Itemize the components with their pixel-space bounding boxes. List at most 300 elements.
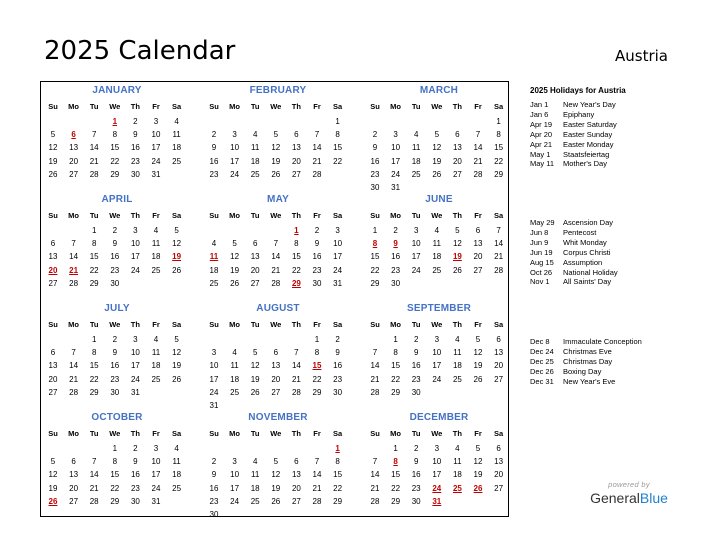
calendar-date: 27 xyxy=(48,278,58,288)
calendar-date: 4 xyxy=(153,335,159,344)
calendar-date: 4 xyxy=(252,130,258,140)
weekday-header: We xyxy=(431,102,443,111)
calendar-date: 23 xyxy=(209,169,219,179)
calendar-date: 6 xyxy=(475,226,481,235)
calendar-date: 18 xyxy=(209,265,219,275)
calendar-date: 10 xyxy=(209,361,219,371)
calendar-date: 30 xyxy=(209,510,219,519)
weekday-header: Sa xyxy=(333,211,343,220)
weekday-header: Th xyxy=(291,102,301,111)
calendar-date: 10 xyxy=(151,457,161,467)
calendar-date: 23 xyxy=(411,483,421,493)
calendar-date: 19 xyxy=(172,361,182,371)
calendar-date: 18 xyxy=(411,156,421,166)
calendar-date: 12 xyxy=(271,470,281,480)
calendar-date: 12 xyxy=(48,143,58,153)
calendar-date: 28 xyxy=(370,496,380,506)
calendar-date: 3 xyxy=(211,348,217,358)
calendar-date: 19 xyxy=(271,483,281,493)
weekday-header: Mo xyxy=(390,211,402,220)
holiday-name-label: Easter Saturday xyxy=(563,119,617,129)
holiday-date-label: Dec 8 xyxy=(530,337,550,346)
calendar-date: 21 xyxy=(312,156,322,166)
calendar-date: 27 xyxy=(452,169,462,179)
holiday-date-label: Jun 8 xyxy=(530,227,549,237)
weekday-header: Th xyxy=(452,429,462,438)
calendar-date: 30 xyxy=(370,183,380,192)
weekday-header: Sa xyxy=(172,429,182,438)
calendar-date: 13 xyxy=(494,348,504,358)
calendar-date: 17 xyxy=(333,252,343,262)
calendar-date: 3 xyxy=(232,457,237,467)
calendar-date: 16 xyxy=(209,483,219,493)
weekday-header: Fr xyxy=(313,102,321,111)
calendar-date: 21 xyxy=(473,156,483,166)
calendar-date: 8 xyxy=(112,457,118,467)
holiday-name-label: New Year's Day xyxy=(563,100,616,109)
calendar-date: 26 xyxy=(271,169,281,179)
weekday-header: Mo xyxy=(68,102,80,111)
calendar-date: 20 xyxy=(452,156,462,166)
calendar-date: 20 xyxy=(291,156,301,166)
weekday-header: Su xyxy=(209,102,219,111)
weekday-header: Fr xyxy=(152,429,160,438)
weekday-header: Fr xyxy=(313,211,321,220)
calendar-date: 14 xyxy=(312,143,322,153)
calendar-date: 24 xyxy=(411,265,421,275)
holiday-date: 6 xyxy=(71,130,76,140)
calendar-date: 18 xyxy=(452,361,462,371)
calendar-date: 29 xyxy=(333,496,343,506)
weekday-header: Th xyxy=(452,211,462,220)
calendar-date: 1 xyxy=(393,335,398,344)
holidays-title: 2025 Holidays for Austria xyxy=(530,86,626,95)
holiday-date-label: May 1 xyxy=(530,149,551,159)
calendar-date: 2 xyxy=(133,117,138,126)
weekday-header: Tu xyxy=(89,429,99,438)
calendar-date: 5 xyxy=(273,457,279,467)
calendar-date: 9 xyxy=(372,143,378,153)
calendar-date: 26 xyxy=(172,374,182,384)
calendar-date: 17 xyxy=(230,156,240,166)
calendar-date: 18 xyxy=(250,156,260,166)
calendar-date: 17 xyxy=(151,143,161,153)
holiday-date: 24 xyxy=(432,483,442,493)
weekday-header: Su xyxy=(48,320,58,329)
holiday-name-label: Assumption xyxy=(563,257,603,267)
calendar-date: 8 xyxy=(112,130,118,140)
calendar-date: 17 xyxy=(209,374,219,384)
calendar-date: 30 xyxy=(411,387,421,397)
calendar-date: 2 xyxy=(211,130,217,140)
calendar-date: 26 xyxy=(250,387,260,397)
calendar-date: 3 xyxy=(232,130,237,140)
calendar-date: 7 xyxy=(71,239,76,249)
calendar-date: 13 xyxy=(452,143,462,153)
powered-by-text: powered by xyxy=(608,480,650,489)
calendar-date: 18 xyxy=(172,143,182,153)
calendar-date: 23 xyxy=(411,374,421,384)
weekday-header: We xyxy=(109,429,121,438)
calendar-date: 16 xyxy=(110,252,120,262)
calendar-date: 2 xyxy=(393,226,398,235)
calendar-date: 1 xyxy=(335,117,340,126)
calendar-date: 9 xyxy=(413,348,419,358)
holiday-date-label: Jan 1 xyxy=(530,100,549,109)
calendar-date: 13 xyxy=(48,361,58,371)
calendar-date: 12 xyxy=(48,470,58,480)
calendar-date: 28 xyxy=(370,387,380,397)
weekday-header: Th xyxy=(452,102,462,111)
weekday-header: Th xyxy=(452,320,462,329)
calendar-date: 8 xyxy=(294,239,299,249)
calendar-date: 10 xyxy=(230,470,240,480)
weekday-header: Tu xyxy=(411,320,421,329)
calendar-date: 13 xyxy=(473,239,483,249)
calendar-date: 12 xyxy=(250,361,260,371)
calendar-date: 18 xyxy=(151,252,161,262)
calendar-date: 25 xyxy=(230,387,240,397)
weekday-header: Tu xyxy=(411,102,421,111)
calendar-date: 24 xyxy=(333,265,343,275)
calendar-date: 7 xyxy=(314,457,320,467)
calendar-date: 7 xyxy=(91,130,97,140)
calendar-date: 4 xyxy=(455,444,460,453)
calendar-date: 8 xyxy=(314,348,320,358)
calendar-date: 7 xyxy=(273,239,279,249)
weekday-header: Tu xyxy=(250,429,260,438)
calendar-date: 3 xyxy=(133,226,138,235)
calendar-date: 22 xyxy=(110,156,120,166)
weekday-header: Sa xyxy=(333,429,343,438)
weekday-header: Fr xyxy=(313,320,321,329)
calendar-date: 1 xyxy=(91,335,97,344)
brand-blue: Blue xyxy=(639,490,668,506)
weekday-header: We xyxy=(270,211,282,220)
weekday-header: We xyxy=(431,429,443,438)
calendar-date: 20 xyxy=(271,374,281,384)
calendar-date: 27 xyxy=(291,496,301,506)
calendar-grid xyxy=(40,81,509,517)
weekday-header: Mo xyxy=(229,102,241,111)
calendar-date: 22 xyxy=(291,265,301,275)
calendar-date: 24 xyxy=(130,374,140,384)
calendar-date: 19 xyxy=(473,361,483,371)
weekday-header: Th xyxy=(130,429,140,438)
calendar-date: 29 xyxy=(391,387,401,397)
holiday-name-label: Mother's Day xyxy=(563,159,607,169)
holiday-name-label: Corpus Christi xyxy=(563,247,611,257)
calendar-date: 31 xyxy=(151,169,161,179)
holiday-date: 9 xyxy=(393,239,398,249)
calendar-date: 21 xyxy=(89,483,99,493)
calendar-date: 5 xyxy=(475,335,481,344)
weekday-header: Tu xyxy=(89,211,99,220)
calendar-date: 28 xyxy=(89,496,99,506)
calendar-date: 3 xyxy=(153,444,159,453)
weekday-header: We xyxy=(270,320,282,329)
month-name: SEPTEMBER xyxy=(406,303,472,314)
calendar-date: 30 xyxy=(110,387,120,397)
month-name: MAY xyxy=(267,194,289,205)
holiday-date-label: Dec 25 xyxy=(530,356,554,366)
calendar-date: 13 xyxy=(291,470,301,480)
calendar-date: 22 xyxy=(110,483,120,493)
calendar-date: 30 xyxy=(411,496,421,506)
calendar-date: 17 xyxy=(230,483,240,493)
calendar-date: 11 xyxy=(453,348,462,358)
calendar-date: 4 xyxy=(413,130,419,140)
weekday-header: Mo xyxy=(390,102,402,111)
calendar-date: 7 xyxy=(372,348,378,358)
calendar-date: 10 xyxy=(230,143,240,153)
calendar-date: 28 xyxy=(312,169,322,179)
calendar-date: 15 xyxy=(370,252,380,262)
calendar-date: 28 xyxy=(69,387,79,397)
calendar-date: 24 xyxy=(432,374,442,384)
calendar-date: 23 xyxy=(130,483,140,493)
holiday-date: 20 xyxy=(48,265,58,275)
calendar-date: 10 xyxy=(411,239,421,249)
calendar-date: 4 xyxy=(434,226,440,235)
calendar-date: 7 xyxy=(294,348,299,358)
calendar-date: 14 xyxy=(494,239,504,249)
calendar-date: 7 xyxy=(372,457,378,467)
calendar-date: 27 xyxy=(48,387,58,397)
holiday-name-label: New Year's Eve xyxy=(563,376,616,386)
weekday-header: Tu xyxy=(250,320,260,329)
calendar-date: 4 xyxy=(232,348,237,358)
calendar-date: 13 xyxy=(494,457,504,467)
calendar-date: 13 xyxy=(250,252,260,262)
holiday-name-label: Christmas Eve xyxy=(563,346,612,356)
calendar-date: 22 xyxy=(391,483,401,493)
weekday-header: Sa xyxy=(333,102,343,111)
calendar-date: 6 xyxy=(496,335,501,344)
holiday-name-label: Easter Monday xyxy=(563,139,614,149)
calendar-date: 12 xyxy=(432,143,442,153)
calendar-date: 21 xyxy=(370,374,380,384)
calendar-date: 16 xyxy=(333,361,343,371)
calendar-date: 11 xyxy=(432,239,441,249)
weekday-header: Mo xyxy=(390,320,402,329)
weekday-header: Sa xyxy=(172,211,182,220)
holiday-date: 21 xyxy=(69,265,79,275)
calendar-date: 15 xyxy=(110,143,120,153)
calendar-date: 8 xyxy=(335,130,340,140)
calendar-date: 14 xyxy=(291,361,301,371)
calendar-date: 31 xyxy=(391,183,401,192)
holiday-name-label: Easter Sunday xyxy=(563,129,613,139)
weekday-header: Su xyxy=(48,102,58,111)
weekday-header: Fr xyxy=(474,211,482,220)
calendar-date: 3 xyxy=(153,117,159,126)
calendar-date: 18 xyxy=(172,470,182,480)
calendar-date: 24 xyxy=(230,496,240,506)
weekday-header: Fr xyxy=(152,102,160,111)
calendar-date: 18 xyxy=(250,483,260,493)
calendar-date: 21 xyxy=(370,483,380,493)
calendar-date: 30 xyxy=(333,387,343,397)
calendar-date: 27 xyxy=(494,374,504,384)
calendar-date: 24 xyxy=(230,169,240,179)
calendar-date: 4 xyxy=(211,239,217,249)
weekday-header: Th xyxy=(291,211,301,220)
calendar-date: 23 xyxy=(110,265,120,275)
calendar-date: 20 xyxy=(48,374,58,384)
calendar-date: 15 xyxy=(89,252,99,262)
country-label: Austria xyxy=(615,47,668,65)
calendar-date: 3 xyxy=(393,130,398,140)
calendar-date: 15 xyxy=(333,143,343,153)
holiday-name-label: Pentecost xyxy=(563,227,597,237)
calendar-date: 25 xyxy=(452,374,462,384)
weekday-header: Mo xyxy=(68,320,80,329)
calendar-date: 3 xyxy=(434,444,440,453)
weekday-header: Mo xyxy=(229,211,241,220)
calendar-date: 21 xyxy=(312,483,322,493)
month-name: FEBRUARY xyxy=(249,85,307,96)
weekday-header: We xyxy=(109,102,121,111)
calendar-date: 17 xyxy=(391,156,401,166)
calendar-date: 2 xyxy=(413,335,419,344)
weekday-header: Tu xyxy=(411,429,421,438)
calendar-date: 31 xyxy=(130,387,140,397)
month-name: NOVEMBER xyxy=(248,412,308,423)
holiday-date-label: Apr 20 xyxy=(530,129,553,139)
calendar-date: 17 xyxy=(151,470,161,480)
holiday-date: 31 xyxy=(432,496,442,506)
calendar-date: 15 xyxy=(291,252,301,262)
calendar-date: 21 xyxy=(89,156,99,166)
calendar-date: 8 xyxy=(91,239,97,249)
calendar-date: 14 xyxy=(370,470,380,480)
holiday-date-label: Dec 26 xyxy=(530,366,554,376)
weekday-header: Mo xyxy=(68,211,80,220)
calendar-date: 23 xyxy=(370,169,380,179)
calendar-date: 1 xyxy=(112,444,118,453)
calendar-date: 19 xyxy=(48,156,58,166)
calendar-date: 9 xyxy=(335,348,340,358)
holiday-date: 1 xyxy=(335,444,340,453)
calendar-date: 25 xyxy=(250,169,260,179)
calendar-date: 16 xyxy=(370,156,380,166)
calendar-date: 29 xyxy=(89,278,99,288)
calendar-date: 31 xyxy=(151,496,161,506)
calendar-date: 28 xyxy=(69,278,79,288)
calendar-date: 6 xyxy=(496,444,501,453)
calendar-date: 16 xyxy=(312,252,322,262)
calendar-date: 9 xyxy=(112,348,118,358)
calendar-date: 4 xyxy=(252,457,258,467)
calendar-date: 20 xyxy=(69,483,79,493)
weekday-header: We xyxy=(109,320,121,329)
calendar-date: 22 xyxy=(333,483,343,493)
weekday-header: We xyxy=(270,102,282,111)
calendar-date: 22 xyxy=(89,374,99,384)
calendar-date: 7 xyxy=(496,226,501,235)
month-name: JUNE xyxy=(425,194,453,205)
weekday-header: Th xyxy=(291,429,301,438)
calendar-date: 19 xyxy=(250,374,260,384)
holiday-date: 19 xyxy=(452,252,462,262)
calendar-date: 18 xyxy=(230,374,240,384)
calendar-date: 13 xyxy=(69,143,79,153)
calendar-date: 18 xyxy=(432,252,442,262)
calendar-date: 29 xyxy=(391,496,401,506)
calendar-date: 16 xyxy=(411,470,421,480)
holiday-date: 8 xyxy=(372,239,378,249)
calendar-date: 5 xyxy=(434,130,440,140)
calendar-date: 14 xyxy=(69,361,79,371)
calendar-date: 13 xyxy=(69,470,79,480)
weekday-header: We xyxy=(431,320,443,329)
calendar-date: 13 xyxy=(48,252,58,262)
brand-name xyxy=(584,490,674,506)
calendar-date: 26 xyxy=(230,278,240,288)
calendar-date: 5 xyxy=(455,226,460,235)
calendar-date: 13 xyxy=(271,361,281,371)
calendar-date: 2 xyxy=(211,457,217,467)
calendar-date: 30 xyxy=(391,278,401,288)
holiday-date: 1 xyxy=(294,226,299,235)
calendar-date: 19 xyxy=(230,265,240,275)
calendar-date: 16 xyxy=(391,252,401,262)
calendar-date: 25 xyxy=(172,156,182,166)
calendar-date: 9 xyxy=(133,130,138,140)
page-title: 2025 Calendar xyxy=(44,36,236,66)
calendar-date: 17 xyxy=(130,252,140,262)
calendar-date: 7 xyxy=(71,348,76,358)
calendar-date: 2 xyxy=(314,226,320,235)
calendar-date: 27 xyxy=(494,483,504,493)
weekday-header: Su xyxy=(370,211,380,220)
calendar-date: 11 xyxy=(151,348,161,358)
calendar-date: 2 xyxy=(413,444,419,453)
holiday-name-label: Immaculate Conception xyxy=(563,337,642,346)
calendar-date: 27 xyxy=(250,278,260,288)
calendar-date: 12 xyxy=(473,348,483,358)
holiday-date-label: Jun 9 xyxy=(530,237,549,247)
calendar-date: 4 xyxy=(455,335,460,344)
calendar-date: 25 xyxy=(411,169,421,179)
holiday-date-label: May 29 xyxy=(530,218,555,227)
calendar-date: 23 xyxy=(209,496,219,506)
calendar-date: 6 xyxy=(50,239,56,249)
holiday-date-label: Apr 19 xyxy=(530,119,553,129)
calendar-date: 10 xyxy=(333,239,343,249)
calendar-date: 12 xyxy=(230,252,240,262)
calendar-date: 25 xyxy=(209,278,219,288)
calendar-date: 6 xyxy=(294,457,299,467)
weekday-header: Fr xyxy=(474,429,482,438)
calendar-date: 30 xyxy=(312,278,322,288)
calendar-date: 3 xyxy=(434,335,440,344)
holiday-date-label: Dec 24 xyxy=(530,346,554,356)
calendar-date: 22 xyxy=(89,265,99,275)
calendar-date: 3 xyxy=(133,335,138,344)
calendar-date: 14 xyxy=(370,361,380,371)
calendar-date: 20 xyxy=(473,252,483,262)
calendar-date: 17 xyxy=(130,361,140,371)
calendar-date: 11 xyxy=(172,130,181,140)
calendar-date: 27 xyxy=(291,169,301,179)
weekday-header: Fr xyxy=(152,211,160,220)
calendar-date: 6 xyxy=(50,348,56,358)
calendar-date: 26 xyxy=(432,169,442,179)
calendar-date: 5 xyxy=(475,444,481,453)
calendar-date: 23 xyxy=(333,374,343,384)
